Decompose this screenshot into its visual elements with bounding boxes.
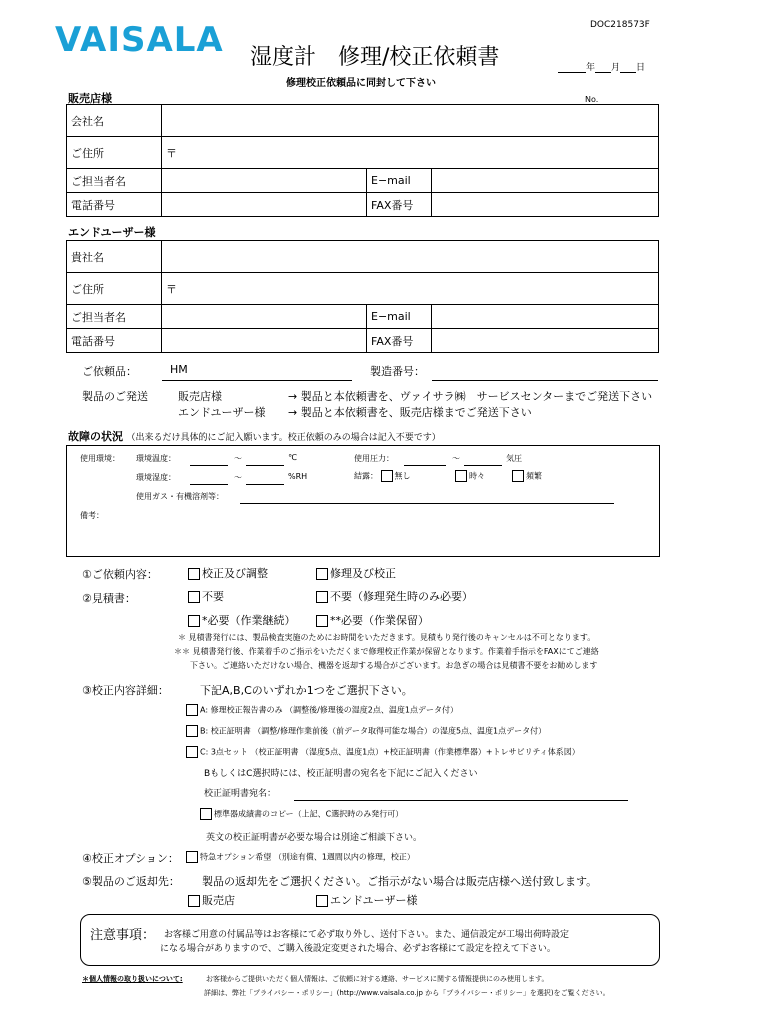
remarks-label: 備考： [80,511,104,520]
request-opt2 [316,565,396,581]
privacy-line1: お客様からご提供いただく個人情報は、ご依頼に対する連絡、サービスに関する情報提供にのみ使用します。 [206,975,549,983]
enduser-fax-label: FAX番号 [367,329,432,353]
calibration-c-label: C: 3点セット （校正証明書 （湿度5点、温度1点）+校正証明書（作業標準器）+トレサビリティ体系図） [200,747,580,757]
english-note: 英文の校正証明書が必要な場合は別途ご相談下さい。 [206,833,423,843]
estimate-note2b: 下さい。ご連絡いただけない場合、機器を返却する場合がございます。お急ぎの場合は見積書不要をお勧めします [190,661,598,670]
dew-none-checkbox[interactable] [381,470,393,482]
ship-label: 製品のご発送 [82,390,148,403]
return-label: ⑤製品のご返却先： [82,875,180,888]
estimate-no-label: 不要 [202,590,224,603]
fault-note: （出来るだけ具体的にご記入願います。校正依頼のみの場合は記入不要です） [126,433,441,443]
estimate-need1-checkbox[interactable] [188,615,200,627]
calibration-c-checkbox[interactable] [186,746,198,758]
temp-tilde: ～ [234,454,242,463]
hum-max-field[interactable] [246,484,284,485]
estimate-need1-label: *必要（作業継続） [202,614,296,627]
dealer-company-field[interactable] [162,105,659,137]
privacy-line2: 詳細は、弊社「プライバシー・ポリシー」(http://www.vaisala.co.jp から「プライバシー・ポリシー」を選択)をご覧ください。 [204,989,610,997]
calibration-adjust-label: 校正及び調整 [202,567,268,580]
estimate-note1: ＊ 見積書発行には、製品検査実施のためにお時間をいただきます。見積もり発行後のキャンセルは不可となります。 [178,633,596,642]
pressure-max-field[interactable] [464,465,502,466]
dew-often-label: 頻繁 [526,471,542,481]
page-subtitle: 修理校正依頼品に同封して下さい [286,78,436,89]
enduser-email-label: E−mail [367,305,432,329]
calibration-optB [186,725,546,737]
serial-field[interactable] [432,380,658,381]
temp-max-field[interactable] [246,465,284,466]
calibration-optC [186,746,580,758]
estimate-no-option [188,588,224,604]
hum-min-field[interactable] [190,484,228,485]
return-enduser-label: エンドユーザー様 [330,894,418,907]
return-enduser-checkbox[interactable] [316,895,328,907]
return-dealer-option [188,892,235,908]
serial-label: 製造番号： [370,365,425,378]
notice-line2: になる場合がありますので、ご購入後設定変更された場合、必ずお客様にて設定を控えて下さい。 [160,944,556,954]
gas-label: 使用ガス・有機溶剤等： [136,492,224,501]
express-checkbox[interactable] [186,851,198,863]
calibration-a-label: A: 修理校正報告書のみ （調整後/修理後の湿度2点、温度1点データ付） [200,705,458,715]
product-item-label: ご依頼品： [82,365,137,378]
calibration-label: ③校正内容詳細： [82,684,169,697]
enduser-table [66,240,659,353]
dealer-table [66,104,659,217]
notice-title: 注意事項： [90,928,156,943]
request-label: ①ご依頼内容： [82,568,158,581]
vaisala-logo: VAISALA [55,20,224,60]
dew-sometimes-checkbox[interactable] [455,470,467,482]
ship-enduser-note: → 製品と本依頼書を、販売店様までご発送下さい [288,406,532,419]
dealer-phone-field[interactable] [162,193,367,217]
enduser-address-field[interactable]: 〒 [162,273,659,305]
enduser-phone-label: 電話番号 [67,329,162,353]
enduser-fax-field[interactable] [432,329,659,353]
gas-field[interactable] [240,503,614,504]
calibration-adjust-checkbox[interactable] [188,568,200,580]
calibration-a-checkbox[interactable] [186,704,198,716]
estimate-no-repair-label: 不要（修理発生時のみ必要） [330,590,473,603]
enduser-person-label: ご担当者名 [67,305,162,329]
dew-none-label: 無し [394,471,411,481]
bc-note: BもしくはC選択時には、校正証明書の宛名を下記にご記入ください [204,769,478,779]
dealer-email-field[interactable] [432,169,659,193]
dealer-company-label: 会社名 [67,105,162,137]
return-instruction: 製品の返却先をご選択ください。ご指示がない場合は販売店様へ送付致します。 [202,875,598,888]
enduser-address-label: ご住所 [67,273,162,305]
copy-option [200,808,403,820]
dew-label: 結露： [354,471,378,481]
dealer-fax-label: FAX番号 [367,193,432,217]
enduser-phone-field[interactable] [162,329,367,353]
hum-unit: %RH [288,472,308,481]
calibration-b-checkbox[interactable] [186,725,198,737]
dew-often-option [512,470,542,482]
dealer-section-title: 販売店様 [68,92,112,105]
temp-label: 環境温度： [136,454,176,463]
ship-enduser: エンドユーザー様 [178,406,266,419]
calibration-b-label: B: 校正証明書 （調整/修理作業前後（前データ取得可能な場合）の湿度5点、温度1点データ付） [200,726,547,736]
repair-calibration-label: 修理及び校正 [330,567,396,580]
dealer-phone-label: 電話番号 [67,193,162,217]
estimate-label: ②見積書： [82,592,136,605]
estimate-no-repair-checkbox[interactable] [316,591,328,603]
enduser-company-field[interactable] [162,241,659,273]
temp-unit: ℃ [288,453,297,462]
pressure-tilde: ～ [452,454,460,463]
pressure-unit: 気圧 [506,454,522,463]
dealer-person-field[interactable] [162,169,367,193]
return-dealer-label: 販売店 [202,894,235,907]
calibration-optA [186,704,458,716]
document-number: DOC218573F [590,20,650,30]
ship-dealer: 販売店様 [178,390,222,403]
copy-checkbox[interactable] [200,808,212,820]
estimate-no-checkbox[interactable] [188,591,200,603]
enduser-person-field[interactable] [162,305,367,329]
enduser-email-field[interactable] [432,305,659,329]
notice-box [80,914,660,966]
fault-title: 故障の状況 [68,430,123,443]
dew-sometimes-label: 時々 [469,471,485,481]
estimate-note2a: ＊＊ 見積書発行後、作業着手のご指示をいただくまで修理校正作業が保留となります。作業着手指示をFAXにてご連絡 [174,647,599,656]
dew-sometimes-option [455,470,485,482]
dew-row [354,470,411,482]
estimate-need1-option [188,612,296,628]
enduser-company-label: 貴社名 [67,241,162,273]
no-label: No. [585,95,599,104]
repair-calibration-checkbox[interactable] [316,568,328,580]
dealer-address-field[interactable]: 〒 [162,137,659,169]
hum-label: 環境湿度： [136,473,176,482]
dealer-person-label: ご担当者名 [67,169,162,193]
estimate-need2-label: **必要（作業保留） [330,614,429,627]
product-item-value[interactable]: HM [170,363,188,376]
express-option [186,851,415,863]
temp-min-field[interactable] [190,465,228,466]
pressure-min-field[interactable] [404,465,446,466]
request-opt1 [188,565,268,581]
privacy-title: ＊個人情報の取り扱いについて: [82,975,183,983]
pressure-label: 使用圧力： [354,454,394,463]
product-item-underline [162,380,352,381]
ship-dealer-note: → 製品と本依頼書を、ヴァイサラ㈱ サービスセンターまでご発送下さい [288,390,653,403]
dealer-email-label: E−mail [367,169,432,193]
hum-tilde: ～ [234,473,242,482]
env-label: 使用環境： [80,454,120,463]
dew-often-checkbox[interactable] [512,470,524,482]
express-label: 特急オプション希望 （別途有償、1週間以内の修理，校正） [200,852,415,862]
addressee-field[interactable] [294,800,628,801]
dealer-address-label: ご住所 [67,137,162,169]
enduser-section-title: エンドユーザー様 [68,226,156,239]
addressee-label: 校正証明書宛名： [204,789,277,799]
calibration-instruction: 下記A,B,Cのいずれか1つをご選択下さい。 [200,684,413,697]
date-field: 年 月 日 [558,60,645,73]
copy-label: 標準器成績書のコピー（上記、C選択時のみ発行可） [214,809,404,819]
estimate-no-repair-option [316,588,473,604]
estimate-need2-checkbox[interactable] [316,615,328,627]
notice-line1: お客様ご用意の付属品等はお客様にて必ず取り外し、送付下さい。また、通信設定が工場出荷時設定 [164,930,570,940]
option-label: ④校正オプション： [82,852,179,865]
dealer-fax-field[interactable] [432,193,659,217]
estimate-need2-option [316,612,429,628]
return-dealer-checkbox[interactable] [188,895,200,907]
return-enduser-option [316,892,418,908]
fault-heading [68,428,441,444]
page-title: 湿度計 修理/校正依頼書 [250,45,500,70]
